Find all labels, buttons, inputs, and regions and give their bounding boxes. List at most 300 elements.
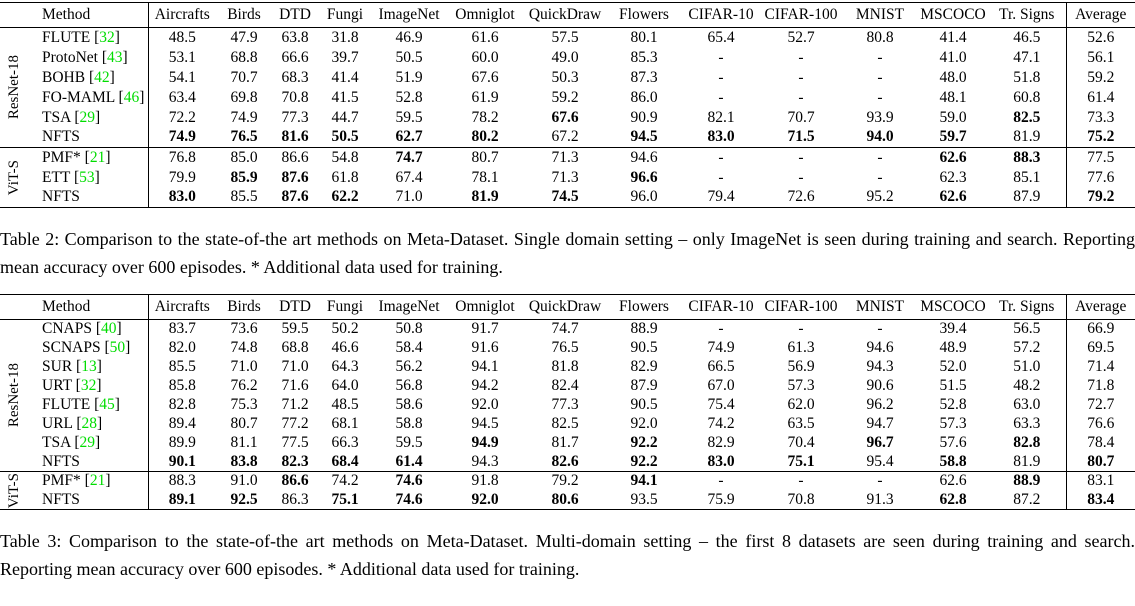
method-name: SCNAPS: [42, 339, 101, 356]
value-cell: 65.4: [707, 28, 735, 46]
value-cell: 92.2: [630, 452, 658, 470]
average-cell: 61.4: [1066, 88, 1135, 108]
citation-link[interactable]: 21: [89, 148, 106, 166]
col-header-tr-signs: Tr. Signs: [988, 3, 1066, 28]
value-cell: 41.0: [939, 48, 967, 66]
group-vit-s: [0, 148, 1135, 208]
value-cell: 76.5: [230, 128, 258, 146]
value-cell: 96.0: [630, 188, 658, 206]
value-cell: 74.2: [707, 415, 735, 432]
value-cell: 78.1: [471, 168, 499, 186]
value-cell: -: [842, 472, 918, 491]
value-cell: 96.7: [866, 434, 894, 451]
value-cell: 77.3: [281, 108, 309, 126]
value-cell: 50.5: [331, 128, 359, 146]
value-cell: 66.6: [281, 48, 309, 66]
value-cell: 89.1: [168, 490, 196, 508]
average-cell: 79.2: [1066, 188, 1135, 208]
table-3-caption: Table 3: Comparison to the state-of-the art methods on Meta-Dataset. Multi-domain setting – the first 8 datasets are seen during training and search. Reporting mean accuracy over 600 episodes. * Additional data used for training.: [0, 531, 1135, 579]
value-cell: 62.6: [939, 188, 967, 206]
value-cell: 63.4: [168, 88, 196, 106]
value-cell: 79.2: [524, 472, 606, 491]
col-header-method: Method: [30, 3, 148, 28]
method-name: NFTS: [42, 452, 80, 470]
value-cell: 80.7: [446, 148, 524, 168]
value-cell: 82.8: [1013, 434, 1041, 451]
value-cell: 75.1: [331, 490, 359, 508]
col-header-average: Average: [1066, 295, 1135, 320]
value-cell: 74.9: [707, 339, 735, 356]
value-cell: 57.5: [551, 28, 579, 46]
group-cell: [0, 320, 30, 472]
value-cell: 44.7: [331, 108, 359, 126]
value-cell: 50.3: [551, 68, 579, 86]
value-cell: 50.8: [395, 320, 423, 338]
col-header-dtd: DTD: [272, 3, 318, 28]
value-cell: 94.7: [866, 415, 894, 432]
citation-bracket-open: [: [85, 68, 95, 86]
col-header-aircrafts: Aircrafts: [148, 3, 216, 28]
value-cell: 80.7: [230, 415, 258, 432]
method-cell: [30, 148, 148, 168]
value-cell: 74.5: [551, 188, 579, 206]
citation-link[interactable]: 53: [79, 168, 95, 186]
method-name: NFTS: [42, 188, 80, 206]
value-cell: 61.8: [331, 168, 359, 186]
col-header-cifar-10: CIFAR-10: [682, 295, 760, 320]
value-cell: 56.5: [1013, 320, 1041, 338]
citation-bracket-close: ]: [94, 168, 100, 186]
table-row: [0, 339, 1135, 358]
method-name: SUR: [42, 358, 73, 375]
value-cell: 71.6: [281, 377, 309, 394]
citation-link[interactable]: 32: [80, 377, 97, 394]
col-header-omniglot: Omniglot: [446, 295, 524, 320]
table-row: [0, 28, 1135, 48]
citation-bracket-open: [: [100, 339, 110, 356]
method-name: FLUTE: [42, 28, 91, 46]
value-cell: 51.5: [939, 377, 967, 394]
value-cell: 59.5: [395, 434, 423, 451]
value-cell: 61.9: [471, 88, 499, 106]
value-cell: 70.8: [787, 490, 815, 508]
value-cell: -: [798, 168, 804, 186]
value-cell: 57.3: [939, 415, 967, 432]
value-cell: 60.8: [1013, 88, 1041, 106]
value-cell: 92.5: [230, 490, 258, 508]
value-cell: 72.6: [787, 188, 815, 206]
value-cell: 94.3: [471, 452, 499, 470]
value-cell: 87.6: [281, 168, 309, 186]
table-row: [0, 472, 1135, 491]
average-cell: 77.6: [1066, 168, 1135, 188]
value-cell: 63.8: [281, 28, 309, 46]
value-cell: -: [760, 148, 842, 168]
value-cell: 57.6: [939, 434, 967, 451]
value-cell: 71.3: [551, 168, 579, 186]
value-cell: 92.0: [471, 396, 499, 413]
value-cell: 83.0: [707, 128, 735, 146]
method-name: ETT: [42, 168, 71, 186]
average-cell: 72.7: [1066, 396, 1135, 415]
value-cell: 67.4: [395, 168, 423, 186]
value-cell: 52.8: [395, 88, 423, 106]
average-cell: 73.3: [1066, 108, 1135, 128]
value-cell: 82.3: [281, 452, 309, 470]
average-cell: 76.6: [1066, 415, 1135, 434]
value-cell: 76.8: [148, 148, 216, 168]
citation-link[interactable]: 21: [89, 472, 106, 490]
average-cell: 75.2: [1066, 128, 1135, 148]
value-cell: 59.2: [551, 88, 579, 106]
citation-bracket-close: ]: [125, 339, 131, 356]
method-name: URT: [42, 377, 72, 394]
citation-bracket-open: [: [80, 148, 90, 166]
value-cell: 68.3: [281, 68, 309, 86]
group-label-vit-s: ViT-S: [6, 472, 22, 509]
value-cell: 91.6: [471, 339, 499, 356]
value-cell: 73.6: [230, 320, 258, 338]
citation-link[interactable]: 45: [99, 396, 115, 413]
value-cell: 75.1: [787, 452, 815, 470]
citation-bracket-close: ]: [96, 415, 103, 432]
value-cell: 58.4: [395, 339, 423, 356]
citation-bracket-close: ]: [105, 472, 111, 490]
value-cell: 89.9: [168, 434, 196, 451]
citation-bracket-close: ]: [109, 68, 115, 86]
value-cell: 75.9: [707, 490, 735, 508]
value-cell: 39.7: [331, 48, 359, 66]
value-cell: 87.2: [1013, 490, 1041, 508]
average-cell: 71.8: [1066, 377, 1135, 396]
value-cell: 82.6: [551, 452, 579, 470]
value-cell: 94.1: [471, 358, 499, 375]
value-cell: 74.6: [372, 472, 446, 491]
value-cell: 62.7: [395, 128, 423, 146]
average-cell: 83.4: [1066, 491, 1135, 510]
value-cell: 86.6: [272, 472, 318, 491]
citation-bracket-close: ]: [116, 320, 122, 338]
value-cell: 86.3: [281, 490, 309, 508]
col-header-imagenet: ImageNet: [372, 295, 446, 320]
method-cell: [30, 188, 148, 208]
value-cell: 52.8: [939, 396, 967, 413]
table-row: [0, 148, 1135, 168]
col-header-flowers: Flowers: [606, 295, 682, 320]
value-cell: 86.0: [630, 88, 658, 106]
value-cell: 94.1: [606, 472, 682, 491]
value-cell: 48.2: [1013, 377, 1041, 394]
table-3-results: [0, 294, 1135, 510]
col-header-method: Method: [30, 295, 148, 320]
value-cell: 71.0: [230, 358, 258, 375]
value-cell: 48.5: [331, 396, 359, 413]
value-cell: 39.4: [939, 320, 967, 338]
value-cell: -: [877, 48, 883, 66]
method-name: ProtoNet: [42, 48, 98, 66]
value-cell: 52.0: [939, 358, 967, 375]
header-row: [0, 3, 1135, 28]
value-cell: 83.0: [168, 188, 196, 206]
value-cell: 61.4: [395, 452, 423, 470]
value-cell: 56.2: [395, 358, 423, 375]
value-cell: 74.8: [230, 339, 258, 356]
citation-bracket-close: ]: [122, 48, 128, 66]
method-cell: [30, 377, 148, 396]
col-header-quickdraw: QuickDraw: [524, 3, 606, 28]
method-cell: [30, 320, 148, 339]
value-cell: 51.8: [1013, 68, 1041, 86]
value-cell: 82.8: [168, 396, 196, 413]
value-cell: 60.0: [471, 48, 499, 66]
header-row: [0, 295, 1135, 320]
value-cell: 96.6: [630, 168, 658, 186]
table-row: [0, 88, 1135, 108]
table-row: [0, 396, 1135, 415]
value-cell: 83.8: [230, 452, 258, 470]
citation-bracket-open: [: [70, 168, 80, 186]
value-cell: 92.2: [630, 434, 658, 451]
citation-bracket-close: ]: [114, 28, 120, 46]
method-cell: [30, 68, 148, 88]
value-cell: 70.7: [230, 68, 258, 86]
value-cell: -: [718, 68, 724, 86]
value-cell: 64.3: [331, 358, 359, 375]
value-cell: 80.8: [866, 28, 894, 46]
value-cell: 49.0: [551, 48, 579, 66]
value-cell: 67.0: [707, 377, 735, 394]
value-cell: 94.9: [471, 434, 499, 451]
citation-bracket-close: ]: [94, 434, 101, 451]
value-cell: 88.9: [988, 472, 1066, 491]
citation-link[interactable]: 40: [101, 320, 117, 338]
value-cell: 85.3: [630, 48, 658, 66]
col-header-omniglot: Omniglot: [446, 3, 524, 28]
value-cell: 59.5: [281, 320, 309, 338]
value-cell: 82.1: [707, 108, 735, 126]
value-cell: 47.9: [230, 28, 258, 46]
value-cell: -: [798, 68, 804, 86]
value-cell: 57.3: [787, 377, 815, 394]
citation-bracket-open: [: [80, 472, 90, 490]
value-cell: 85.0: [216, 148, 272, 168]
average-cell: 52.6: [1066, 28, 1135, 48]
table-row: [0, 434, 1135, 453]
value-cell: 94.0: [866, 128, 894, 146]
value-cell: 95.4: [866, 452, 894, 470]
citation-link[interactable]: 50: [109, 339, 126, 356]
col-header-quickdraw: QuickDraw: [524, 295, 606, 320]
col-header-tr-signs: Tr. Signs: [988, 295, 1066, 320]
value-cell: 75.3: [230, 396, 258, 413]
value-cell: 46.6: [331, 339, 359, 356]
value-cell: 61.6: [471, 28, 499, 46]
method-cell: [30, 434, 148, 453]
value-cell: 75.4: [707, 396, 735, 413]
citation-link[interactable]: 43: [107, 48, 123, 66]
value-cell: 80.2: [471, 128, 499, 146]
method-cell: [30, 453, 148, 472]
value-cell: 94.5: [471, 415, 499, 432]
value-cell: 74.9: [230, 108, 258, 126]
table-row: [0, 108, 1135, 128]
value-cell: -: [877, 88, 883, 106]
value-cell: -: [798, 48, 804, 66]
table-row: [0, 68, 1135, 88]
value-cell: 82.9: [630, 358, 658, 375]
value-cell: 81.7: [551, 434, 579, 451]
method-name: PMF*: [42, 148, 81, 166]
value-cell: 95.2: [866, 188, 894, 206]
method-cell: [30, 28, 148, 48]
method-name: URL: [42, 415, 73, 432]
value-cell: 56.9: [787, 358, 815, 375]
method-cell: [30, 491, 148, 510]
value-cell: -: [682, 472, 760, 491]
group-label-vit-s: ViT-S: [6, 159, 22, 196]
value-cell: 92.0: [630, 415, 658, 432]
table-row: [0, 168, 1135, 188]
average-cell: 77.5: [1066, 148, 1135, 168]
value-cell: 58.6: [395, 396, 423, 413]
value-cell: -: [842, 148, 918, 168]
group-label-resnet-18: ResNet-18: [6, 363, 22, 428]
value-cell: 76.2: [230, 377, 258, 394]
value-cell: 94.3: [866, 358, 894, 375]
col-header-birds: Birds: [216, 295, 272, 320]
value-cell: 53.1: [168, 48, 196, 66]
value-cell: -: [798, 320, 804, 338]
value-cell: -: [877, 68, 883, 86]
value-cell: 71.0: [395, 188, 423, 206]
citation-bracket-open: [: [70, 434, 80, 451]
value-cell: 62.3: [939, 168, 967, 186]
method-cell: [30, 415, 148, 434]
value-cell: 81.9: [471, 188, 499, 206]
citation-link[interactable]: 29: [79, 434, 95, 451]
value-cell: 85.8: [168, 377, 196, 394]
citation-link[interactable]: 29: [79, 108, 95, 126]
value-cell: 82.5: [1013, 108, 1041, 126]
value-cell: -: [760, 472, 842, 491]
value-cell: 88.9: [630, 320, 658, 338]
value-cell: 85.1: [1013, 168, 1041, 186]
value-cell: 87.9: [1013, 188, 1041, 206]
value-cell: 83.0: [707, 452, 735, 470]
value-cell: 67.6: [551, 108, 579, 126]
value-cell: 96.2: [866, 396, 894, 413]
value-cell: 76.5: [551, 339, 579, 356]
table-row: [0, 453, 1135, 472]
value-cell: 68.1: [331, 415, 359, 432]
corner-cell: [0, 295, 30, 320]
value-cell: 77.5: [281, 434, 309, 451]
citation-bracket-open: [: [91, 320, 102, 338]
value-cell: 67.2: [551, 128, 579, 146]
table-row: [0, 48, 1135, 68]
value-cell: 74.7: [551, 320, 579, 338]
value-cell: -: [877, 168, 883, 186]
value-cell: 41.5: [331, 88, 359, 106]
citation-link[interactable]: 32: [99, 28, 115, 46]
value-cell: 80.1: [630, 28, 658, 46]
citation-bracket-close: ]: [105, 148, 111, 166]
value-cell: 48.9: [939, 339, 967, 356]
value-cell: 74.7: [372, 148, 446, 168]
value-cell: 71.3: [524, 148, 606, 168]
citation-bracket-open: [: [97, 48, 108, 66]
method-cell: [30, 358, 148, 377]
value-cell: 83.7: [168, 320, 196, 338]
citation-link[interactable]: 13: [81, 358, 97, 375]
corner-cell: [0, 3, 30, 28]
value-cell: 94.5: [630, 128, 658, 146]
citation-link[interactable]: 28: [81, 415, 97, 432]
value-cell: 79.4: [707, 188, 735, 206]
citation-link[interactable]: 42: [94, 68, 110, 86]
value-cell: 80.6: [551, 490, 579, 508]
method-cell: [30, 396, 148, 415]
value-cell: 68.4: [331, 452, 359, 470]
value-cell: 48.1: [939, 88, 967, 106]
value-cell: 67.6: [471, 68, 499, 86]
value-cell: 51.0: [1013, 358, 1041, 375]
value-cell: 74.6: [395, 490, 423, 508]
citation-bracket-open: [: [70, 108, 80, 126]
value-cell: 81.1: [230, 434, 258, 451]
average-cell: 59.2: [1066, 68, 1135, 88]
value-cell: 87.6: [281, 188, 309, 206]
col-header-birds: Birds: [216, 3, 272, 28]
value-cell: 90.9: [630, 108, 658, 126]
value-cell: 62.8: [939, 490, 967, 508]
method-name: FLUTE: [42, 396, 91, 413]
value-cell: 74.9: [168, 128, 196, 146]
value-cell: 89.4: [168, 415, 196, 432]
value-cell: 90.5: [630, 396, 658, 413]
value-cell: 85.5: [230, 188, 258, 206]
value-cell: 81.9: [1013, 128, 1041, 146]
method-name: NFTS: [42, 128, 80, 146]
paper-page: [0, 2, 1135, 583]
value-cell: 81.9: [1013, 452, 1041, 470]
value-cell: 41.4: [331, 68, 359, 86]
value-cell: 87.9: [630, 377, 658, 394]
value-cell: 88.3: [988, 148, 1066, 168]
value-cell: 59.5: [395, 108, 423, 126]
table-row: [0, 188, 1135, 208]
citation-link[interactable]: 46: [123, 88, 140, 106]
value-cell: 74.2: [318, 472, 372, 491]
value-cell: 91.7: [471, 320, 499, 338]
value-cell: 57.2: [1013, 339, 1041, 356]
citation-bracket-open: [: [90, 396, 100, 413]
value-cell: 71.2: [281, 396, 309, 413]
value-cell: 94.6: [606, 148, 682, 168]
value-cell: 47.1: [1013, 48, 1041, 66]
value-cell: -: [718, 320, 724, 338]
citation-bracket-close: ]: [96, 358, 102, 375]
col-header-fungi: Fungi: [318, 295, 372, 320]
value-cell: 46.5: [1013, 28, 1041, 46]
citation-bracket-close: ]: [114, 396, 120, 413]
average-cell: 66.9: [1066, 320, 1135, 339]
value-cell: 59.7: [939, 128, 967, 146]
average-cell: 80.7: [1066, 453, 1135, 472]
value-cell: 68.8: [230, 48, 258, 66]
value-cell: 85.5: [168, 358, 196, 375]
average-cell: 71.4: [1066, 358, 1135, 377]
